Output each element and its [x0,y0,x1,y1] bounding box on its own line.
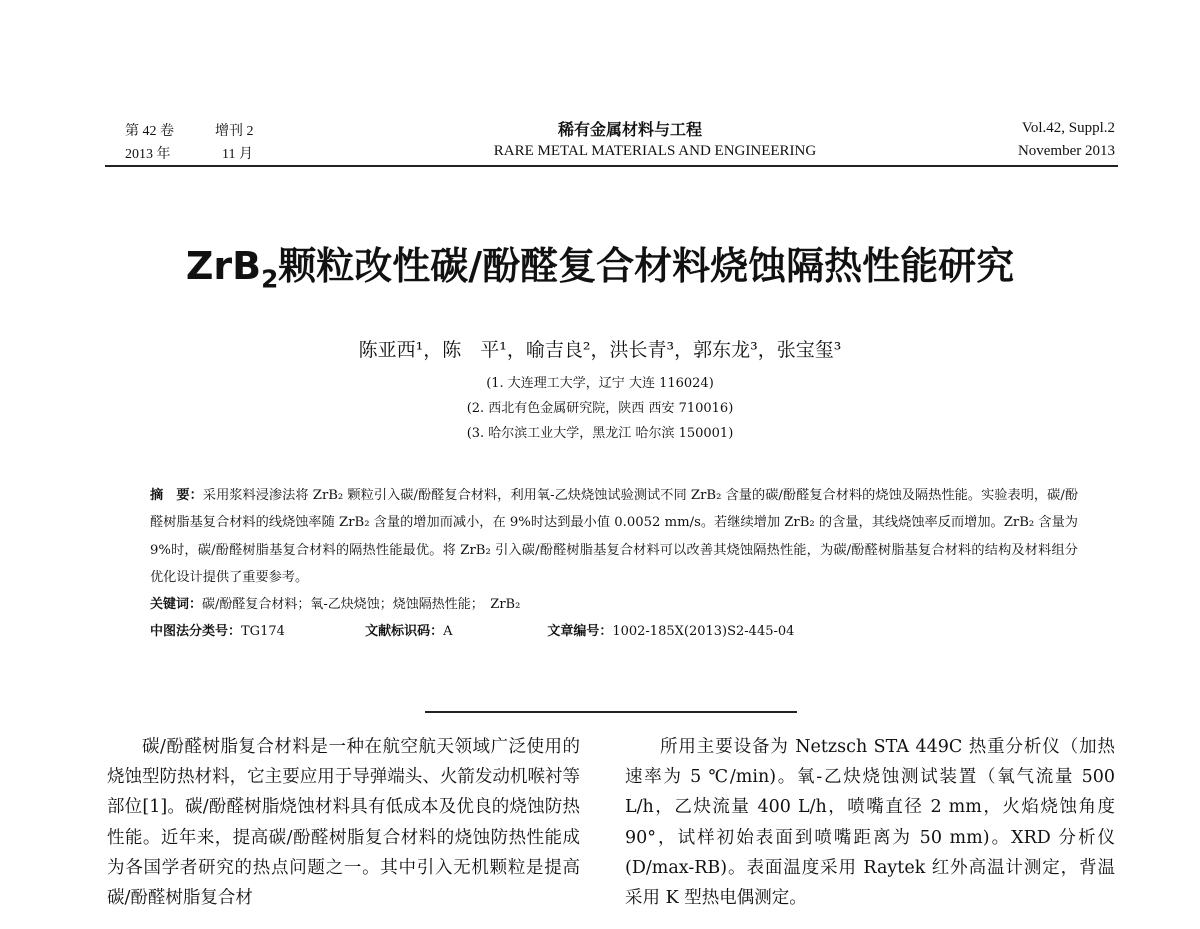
clc-label: 中图法分类号： [150,624,242,640]
article-id-value: 1002-185X(2013)S2-445-04 [612,624,795,640]
journal-title-en: RARE METAL MATERIALS AND ENGINEERING [493,143,817,159]
body-column-right: 所用主要设备为 Netzsch STA 449C 热重分析仪（加热速率为 5 ℃/min)。氧-乙炔烧蚀测试装置（氧气流量 500 L/h，乙炔流量 400 L/h，喷嘴直径 2 mm，火焰烧蚀角度 90°，试样初始表面到喷嘴距离为 50 mm)。XRD 分析仪(D/max-RB)。表面温度采用 Raytek 红外高温计测定，背温采用 K 型热电偶测定。 [625,737,1115,909]
doc-code-value: A [443,624,453,640]
abstract-label: 摘 要： [150,488,203,503]
abstract [150,482,1078,646]
supplement: 增刊 2 [215,124,254,139]
volume: 第 42 卷 [125,124,174,139]
affiliation-2: (2. 西北有色金属研究院，陕西 西安 710016) [466,401,734,416]
title-subscript: 2 [261,264,279,294]
doc-code-label: 文献标识码： [365,624,444,640]
keywords-label: 关键词： [150,597,203,613]
body-column-left: 碳/酚醛树脂复合材料是一种在航空航天领域广泛使用的烧蚀型防热材料，它主要应用于导弹端头、火箭发动机喉衬等部位[1]。碳/酚醛树脂烧蚀材料具有低成本及优良的烧蚀防热性能。近年来，提高碳/酚醛树脂复合材料的烧蚀防热性能成为各国学者研究的热点问题之一。其中引入无机颗粒是提高碳/酚醛树脂复合材 [107,737,580,909]
year: 2013 年 [125,147,171,162]
authors: 陈亚西¹，陈 平¹，喻吉良²，洪长青³，郭东龙³，张宝玺³ [358,339,842,361]
title-formula: ZrB [185,244,262,288]
month: 11 月 [222,147,253,162]
paper-title [0,235,1200,294]
date-en: November 2013 [1017,143,1115,159]
header-rule [105,165,1118,167]
clc-value: TG174 [241,624,285,640]
affiliation-3: (3. 哈尔滨工业大学，黑龙江 哈尔滨 150001) [466,426,734,441]
affiliation-1: (1. 大连理工大学，辽宁 大连 116024) [486,376,714,391]
keywords [150,591,1078,618]
abstract-body [150,482,1078,591]
journal-title-cn: 稀有金属材料与工程 [557,120,702,139]
title-text: 颗粒改性碳/酚醛复合材料烧蚀隔热性能研究 [278,244,1015,288]
volume-en: Vol.42, Suppl.2 [1021,120,1115,136]
abstract-rule [425,711,797,713]
classification [150,618,1078,645]
article-id-label: 文章编号： [547,624,613,640]
keywords-text: 碳/酚醛复合材料；氧-乙炔烧蚀；烧蚀隔热性能； ZrB₂ [202,597,521,613]
abstract-text: 采用浆料浸渗法将 ZrB₂ 颗粒引入碳/酚醛复合材料，利用氧-乙炔烧蚀试验测试不同 ZrB₂ 含量的碳/酚醛复合材料的烧蚀及隔热性能。实验表明，碳/酚醛树脂基复合材料的线烧蚀率随 ZrB₂ 含量的增加而减小，在 9%时达到最小值 0.0052 mm/s。若继续增加 ZrB₂ 的含量，其线烧蚀率反而增加。ZrB₂ 含量为 9%时，碳/酚醛树脂基复合材料的隔热性能最优。将 ZrB₂ 引入碳/酚醛树脂基复合材料可以改善其烧蚀隔热性能，为碳/酚醛树脂基复合材料的结构及材料组分优化设计提供了重要参考。 [150,488,1079,585]
